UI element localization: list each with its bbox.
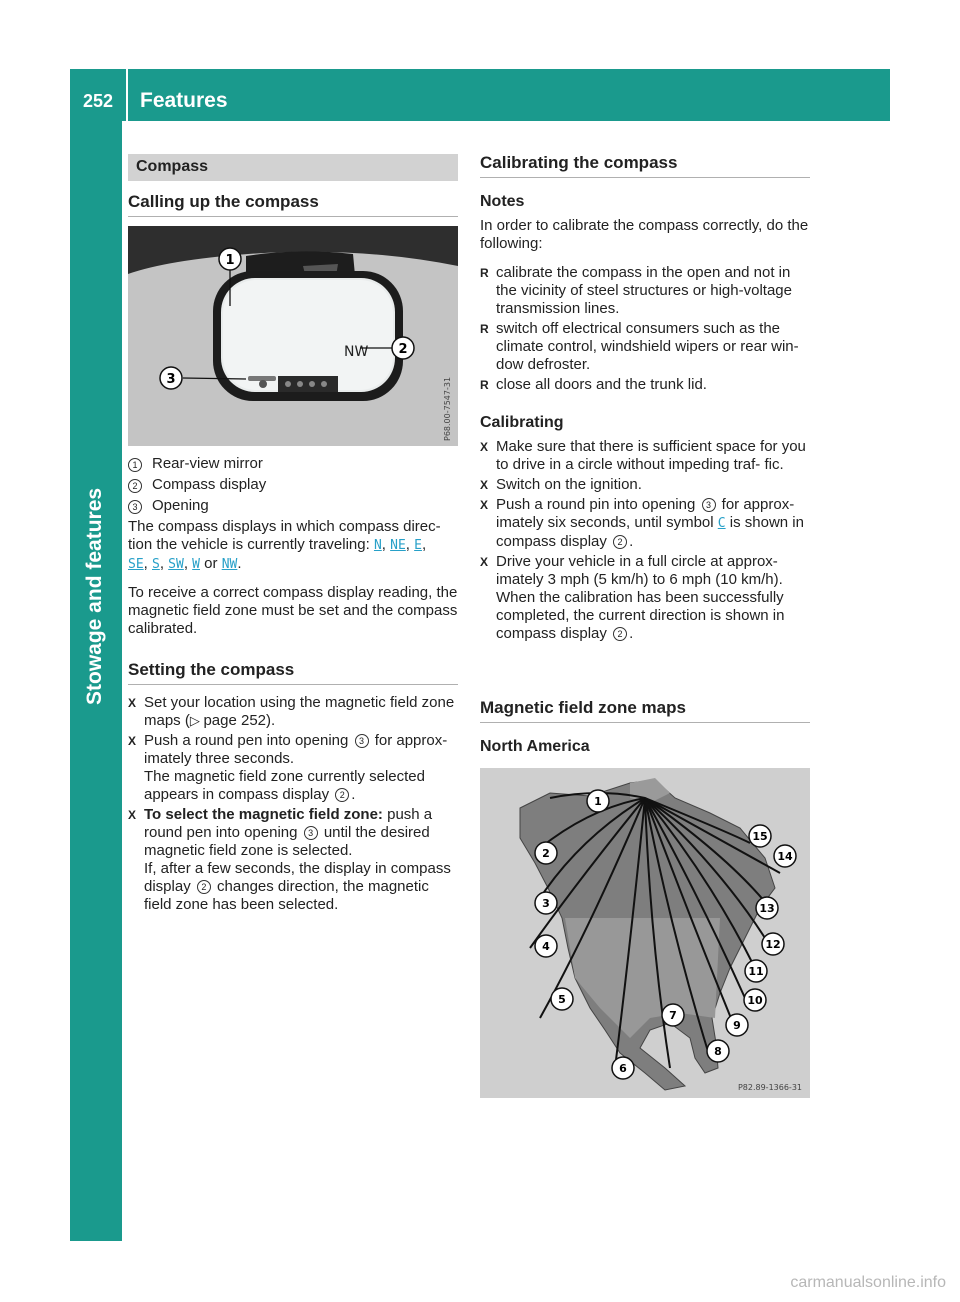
step: X Make sure that there is sufficient space for you to drive in a circle without impeding traf- fic. — [480, 438, 806, 473]
step: X To select the magnetic field zone: push a round pen into opening 3 until the desired magnetic field zone is selected. If, after a few seconds, the display in compass display 2 changes direction, the magnetic field zone has been selected. — [128, 806, 451, 913]
setting-steps — [128, 694, 460, 914]
svg-text:3: 3 — [542, 897, 550, 910]
svg-text:2: 2 — [398, 342, 408, 357]
zone-label-14 — [774, 845, 796, 867]
zone-label-8 — [707, 1040, 729, 1062]
heading-calibrating: Calibrating the compass — [480, 153, 678, 172]
svg-text:3: 3 — [166, 372, 176, 387]
side-tab-label-wrap — [82, 487, 112, 725]
svg-text:5: 5 — [558, 993, 566, 1006]
step: X Push a round pen into opening 3 for approx- imately three seconds. The magnetic field zone currently selected appears in compass display 2 . — [128, 732, 448, 803]
svg-text:12: 12 — [765, 938, 781, 951]
svg-text:8: 8 — [714, 1045, 722, 1058]
mirror-compass-text: NW — [344, 344, 369, 360]
section-title: Compass — [136, 158, 209, 175]
zone-label-3 — [535, 892, 557, 914]
svg-text:15: 15 — [752, 830, 768, 843]
maps-subheading: North America — [480, 738, 590, 755]
svg-text:4: 4 — [542, 940, 550, 953]
svg-text:14: 14 — [777, 850, 793, 863]
notes-title: Notes — [480, 193, 525, 210]
legend-item: 1 Rear-view mirror — [128, 455, 458, 473]
svg-text:1: 1 — [225, 253, 235, 268]
svg-text:7: 7 — [669, 1009, 677, 1022]
mirror-illustration — [128, 226, 458, 446]
zone-label-12 — [762, 933, 784, 955]
calibrating-steps — [480, 438, 812, 643]
watermark: carmanualsonline.info — [790, 1274, 946, 1291]
figure-legend — [128, 455, 458, 515]
step: X Drive your vehicle in a full circle at approx- imately 3 mph (5 km/h) to 6 mph (10 km/h). When the calibration has been successfully completed, the current direction is shown in compass display 2 . — [480, 553, 785, 642]
page-header — [70, 69, 890, 121]
zone-label-10 — [744, 989, 766, 1011]
mirror-figure — [128, 226, 458, 446]
divider — [480, 177, 810, 178]
step: X Push a round pin into opening 3 for approx- imately six seconds, until symbol C is shown in compass display 2 . — [480, 496, 804, 550]
page-ref-link[interactable]: page 252 — [203, 712, 267, 729]
zone-label-9 — [726, 1014, 748, 1036]
north-america-map — [480, 768, 810, 1098]
zone-label-5 — [551, 988, 573, 1010]
divider — [480, 722, 810, 723]
heading-maps: Magnetic field zone maps — [480, 698, 686, 717]
zone-label-11 — [745, 960, 767, 982]
svg-text:13: 13 — [759, 902, 775, 915]
page-number: 252 — [70, 69, 128, 121]
heading-setting: Setting the compass — [128, 660, 295, 679]
side-tab-label: Stowage and features — [83, 487, 106, 705]
zone-label-1 — [587, 790, 609, 812]
zone-label-4 — [535, 935, 557, 957]
legend-item: 3 Opening — [128, 497, 458, 515]
note-item: R close all doors and the trunk lid. — [480, 376, 707, 393]
svg-text:9: 9 — [733, 1019, 741, 1032]
note-item: R calibrate the compass in the open and not in the vicinity of steel structures or high-voltage transmission lines. — [480, 264, 792, 317]
svg-text:2: 2 — [542, 847, 550, 860]
notes-list — [480, 264, 812, 394]
zone-label-13 — [756, 897, 778, 919]
svg-text:1: 1 — [594, 795, 602, 808]
divider — [128, 684, 458, 685]
zone-map-illustration — [480, 768, 810, 1098]
paragraph-directions: The compass displays in which compass direc- tion the vehicle is currently traveling: N, NE, E, SE, S, SW, W or NW. — [128, 518, 441, 572]
legend-item: 2 Compass display — [128, 476, 458, 494]
svg-text:6: 6 — [619, 1062, 627, 1075]
notes-intro: In order to calibrate the compass correctly, do the following: — [480, 217, 809, 252]
step: X Switch on the ignition. — [480, 476, 642, 493]
divider — [128, 216, 458, 217]
section-banner — [128, 154, 458, 181]
zone-label-2 — [535, 842, 557, 864]
figure-code: P68.00-7547-31 — [443, 376, 452, 441]
calibrating-title: Calibrating — [480, 414, 564, 431]
svg-text:10: 10 — [747, 994, 763, 1007]
map-figure-code: P82.89-1366-31 — [737, 1083, 802, 1092]
step: X Set your location using the magnetic field zone maps (▷ page 252). — [128, 694, 455, 729]
note-item: R switch off electrical consumers such as the climate control, windshield wipers or rear win- dow defroster. — [480, 320, 799, 373]
heading-calling-up: Calling up the compass — [128, 192, 319, 211]
zone-label-6 — [612, 1057, 634, 1079]
zone-label-7 — [662, 1004, 684, 1026]
svg-text:11: 11 — [748, 965, 764, 978]
chapter-title: Features — [140, 89, 228, 112]
paragraph-calibration-intro: To receive a correct compass display reading, the magnetic field zone must be set and the compass calibrated. — [128, 584, 458, 637]
zone-label-15 — [749, 825, 771, 847]
